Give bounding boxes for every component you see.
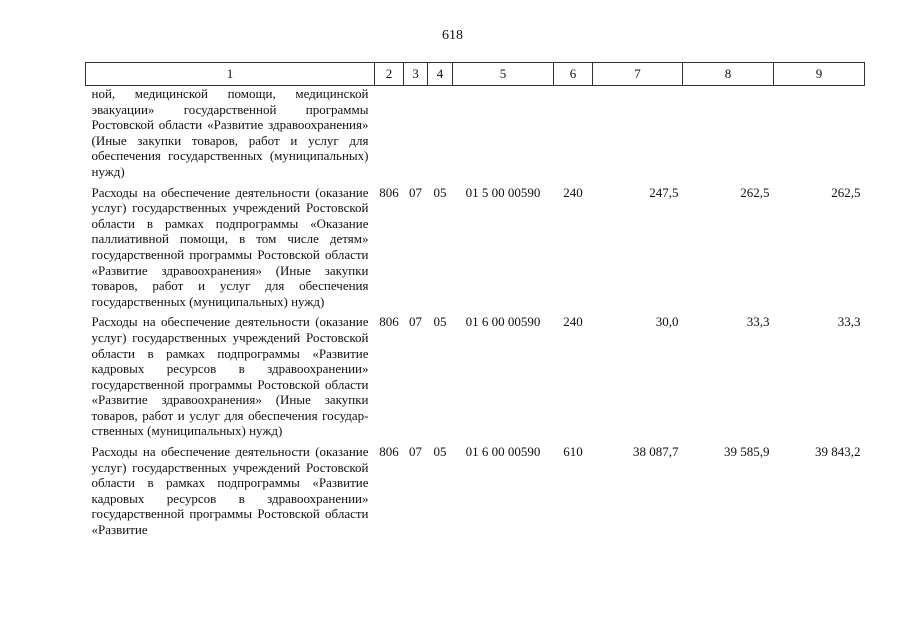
header-col-9: 9 bbox=[774, 63, 865, 86]
row-ministry-code bbox=[375, 86, 404, 183]
header-col-2: 2 bbox=[375, 63, 404, 86]
page-number: 618 bbox=[442, 28, 463, 43]
row-amount-col8 bbox=[683, 86, 774, 183]
row-description: Расходы на обеспечение деятельности (оказание услуг) государственных учреждений Ростовской области в рамках подпрограммы «Развитие кадровых ресурсов в здравоохранении» государственной программы Ростовской области «Развитие здравоохранения» (Иные закупки товаров, работ и услуг для обеспечения государственных (муниципальных) нужд) bbox=[91, 314, 369, 439]
table-row bbox=[86, 312, 865, 442]
row-amount-col7: 247,5 bbox=[649, 184, 679, 200]
row-target-code: 01 6 00 00590 bbox=[465, 444, 541, 460]
row-subsection-code: 05 bbox=[433, 444, 447, 460]
row-target-code: 01 5 00 00590 bbox=[465, 184, 541, 200]
header-col-6: 6 bbox=[554, 63, 593, 86]
row-ministry-code: 806 bbox=[379, 314, 399, 330]
table-header bbox=[86, 63, 865, 86]
header-row bbox=[86, 63, 865, 86]
header-col-4: 4 bbox=[428, 63, 453, 86]
row-section-code: 07 bbox=[409, 444, 422, 460]
header-col-8: 8 bbox=[683, 63, 774, 86]
table-row bbox=[86, 86, 865, 183]
row-ministry-code: 806 bbox=[379, 444, 399, 460]
row-amount-col8: 39 585,9 bbox=[724, 444, 770, 460]
row-target-code: 01 6 00 00590 bbox=[465, 314, 541, 330]
row-amount-col7 bbox=[593, 86, 683, 183]
row-amount-col7: 30,0 bbox=[655, 314, 679, 330]
row-description: Расходы на обеспечение деятельности (оказание услуг) государственных учреждений Ростовской области в рамках подпрограммы «Развитие кадровых ресурсов в здравоохранении» государственной программы Ростовской области «Развитие bbox=[91, 444, 369, 538]
row-expense-type: 240 bbox=[563, 184, 583, 200]
budget-table bbox=[85, 62, 865, 541]
table-body bbox=[86, 86, 865, 541]
row-amount-col8: 262,5 bbox=[740, 184, 770, 200]
row-section-code: 07 bbox=[409, 184, 422, 200]
row-amount-col9: 39 843,2 bbox=[815, 444, 861, 460]
row-section-code bbox=[404, 86, 428, 183]
row-section-code: 07 bbox=[409, 314, 422, 330]
table-row bbox=[86, 442, 865, 541]
row-subsection-code: 05 bbox=[433, 314, 447, 330]
row-subsection-code bbox=[428, 86, 453, 183]
row-amount-col8: 33,3 bbox=[746, 314, 770, 330]
row-expense-type bbox=[554, 86, 593, 183]
row-expense-type: 240 bbox=[563, 314, 583, 330]
row-description: Расходы на обеспечение деятельности (оказание услуг) государственных учреждений Ростовской области в рамках подпрограммы «Оказание паллиативной помощи, в том числе детям» государственной программы Ростовской области «Развитие здравоохранения» (Иные закупки товаров, работ и услуг для обеспечения государственных (муниципальных) нужд) bbox=[91, 184, 369, 309]
header-col-1: 1 bbox=[86, 63, 375, 86]
row-subsection-code: 05 bbox=[433, 184, 447, 200]
table-row bbox=[86, 183, 865, 313]
row-amount-col7: 38 087,7 bbox=[633, 444, 679, 460]
row-expense-type: 610 bbox=[563, 444, 583, 460]
header-col-3: 3 bbox=[404, 63, 428, 86]
row-amount-col9 bbox=[774, 86, 865, 183]
row-target-code bbox=[453, 86, 554, 183]
row-amount-col9: 33,3 bbox=[837, 314, 861, 330]
row-description: ной, медицинской помощи, медицинской эвакуации» государственной программы Ростовской области «Развитие здравоохранения» (Иные закупки товаров, работ и услуг для обеспечения государственных (муниципальных) нужд) bbox=[91, 86, 369, 179]
row-amount-col9: 262,5 bbox=[831, 184, 861, 200]
header-col-7: 7 bbox=[593, 63, 683, 86]
header-col-5: 5 bbox=[453, 63, 554, 86]
row-ministry-code: 806 bbox=[379, 184, 399, 200]
